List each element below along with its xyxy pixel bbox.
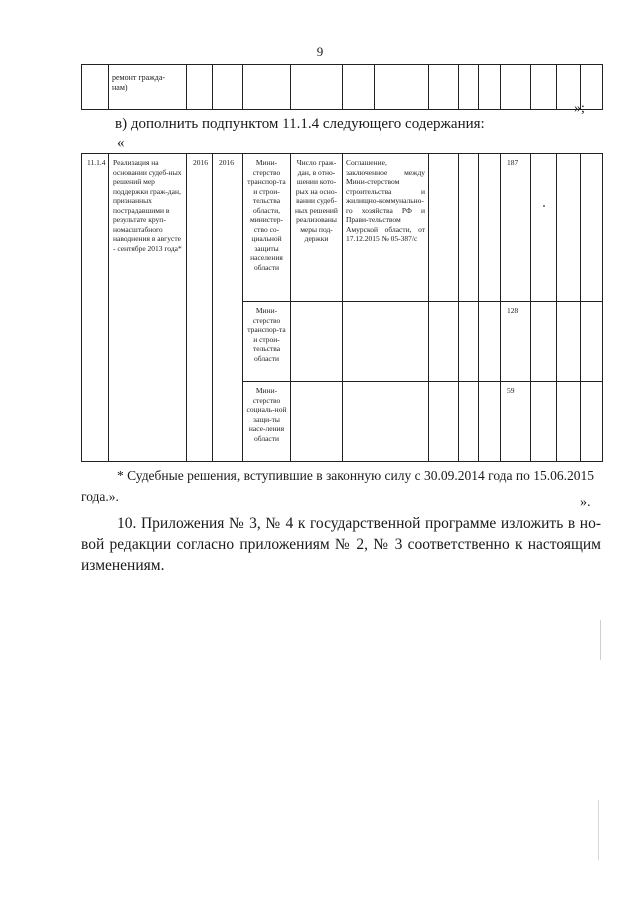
top-table-fragment [81, 64, 603, 110]
section-heading: в) дополнить подпунктом 11.1.4 следующего содержания: [115, 116, 485, 132]
year-end: 2016 [213, 154, 243, 462]
opening-quote: « [117, 135, 125, 151]
scan-line-mark [598, 800, 599, 860]
year-start: 2016 [187, 154, 213, 462]
value-cell: 187 [501, 154, 531, 302]
paragraph-10: 10. Приложения № 3, № 4 к государственной программе изложить в но-вой редакции согласно приложениям № 2, № 3 соответственно к настоящим изменениям. [81, 515, 601, 574]
table-row [82, 154, 603, 302]
executor-cell: Мини-стерство транспор-та и строи-тельства области, министер-ство со-циальной защиты населения области [243, 154, 291, 302]
measure-description: Реализация на основании судеб-ных решений мер поддержки граж-дан, признанных пострадавшими в результате круп-номасштабного наводнения в августе - сентябре 2013 года* [109, 154, 187, 462]
value-cell: 128 [501, 302, 531, 382]
item-number: 11.1.4 [82, 154, 109, 462]
scan-line-mark [600, 620, 601, 660]
agreement-cell: Соглашение, заключенное между Мини-стерством строительства и жилищно-коммунально-го хозяйства РФ и Прави-тельством Амурской области, от 17.12.2015 № 05-387/с [343, 154, 429, 302]
executor-cell: Мини-стерство социаль-ной защи-ты насе-ления области [243, 382, 291, 462]
page-number: 9 [316, 44, 324, 59]
repair-citizens-cell: ремонт гражда- нам) [109, 65, 187, 110]
measure-table [81, 153, 603, 462]
executor-cell: Мини-стерство транспор-та и строи-тельства области [243, 302, 291, 382]
footnote: * Судебные решения, вступившие в законную силу с 30.09.2014 года по 15.06.2015 года.». [81, 468, 595, 504]
closing-quote-period: ». [580, 495, 591, 510]
indicator-cell: Число граж-дан, в отно-шении кото-рых на осно-вании судеб-ных решений реализованы меры под-держки [291, 154, 343, 302]
value-cell: 59 [501, 382, 531, 462]
scan-speck [543, 205, 545, 207]
closing-quote-semicolon: »; [574, 101, 585, 116]
